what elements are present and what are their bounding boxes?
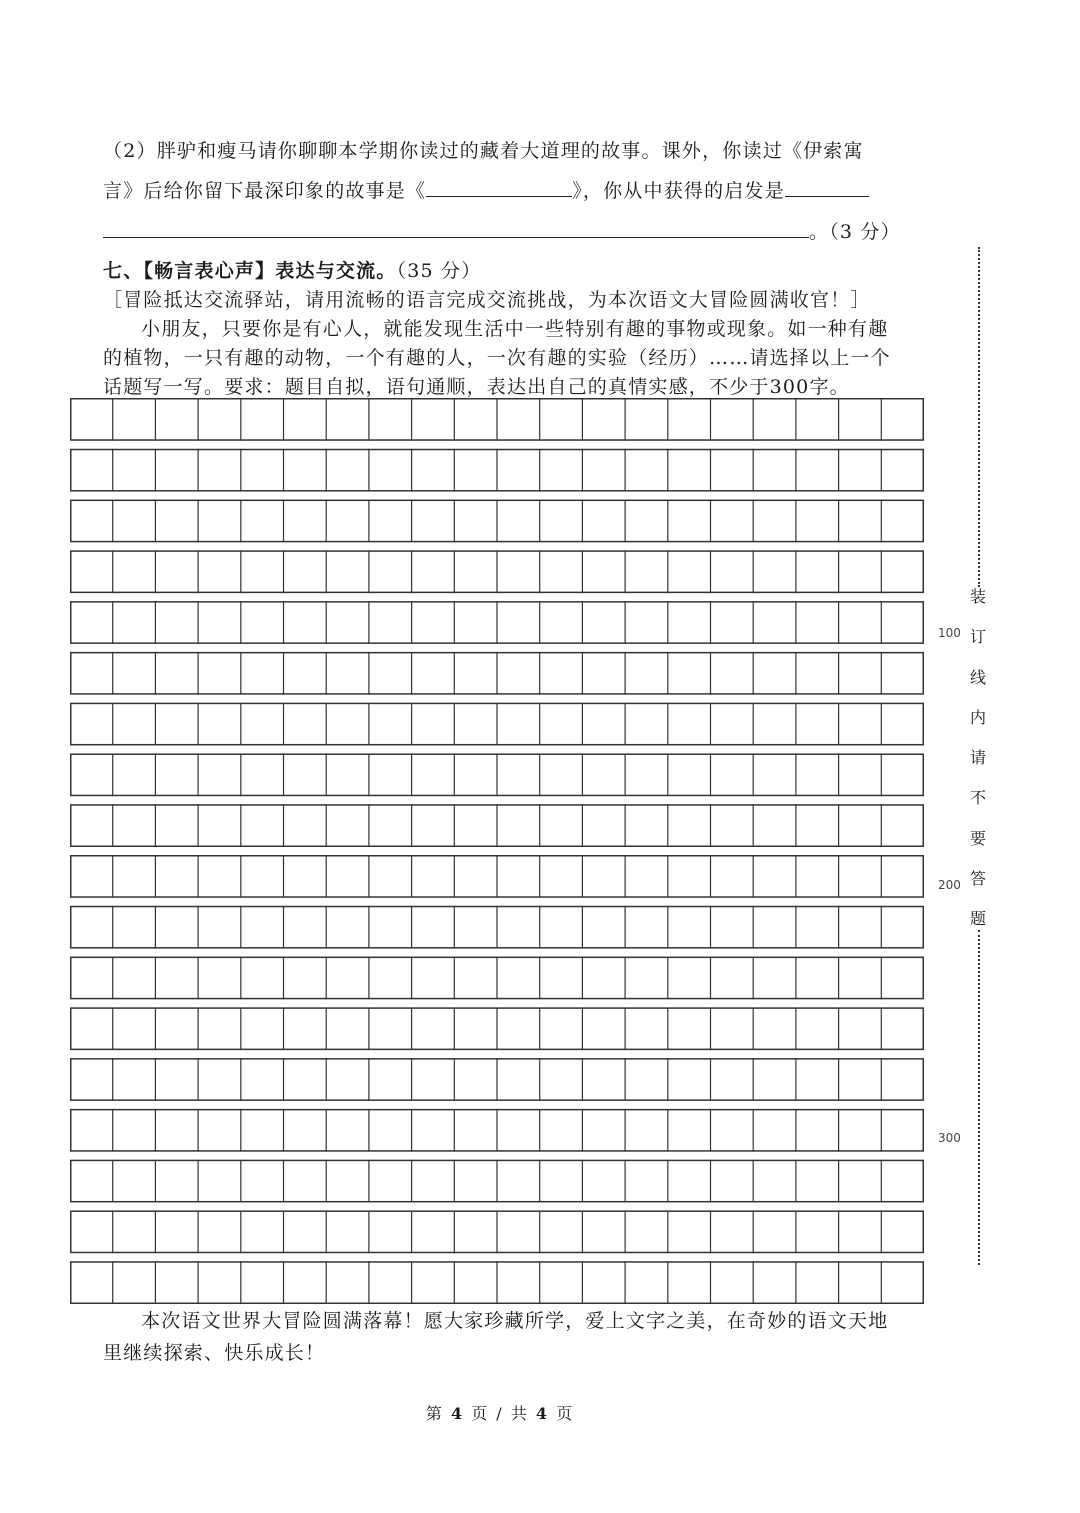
question-part2-line1: （2）胖驴和瘦马请你聊聊本学期你读过的藏着大道理的故事。课外，你读过《伊索寓 — [103, 140, 864, 162]
grid-row[interactable] — [71, 1210, 924, 1253]
grid-row[interactable] — [71, 449, 924, 492]
composition-grid-lines — [70, 398, 924, 1304]
grid-row[interactable] — [71, 855, 924, 898]
section-7-score: （35 分） — [396, 260, 482, 282]
grid-row[interactable] — [71, 398, 924, 441]
grid-row[interactable] — [71, 703, 924, 746]
grid-row[interactable] — [71, 906, 924, 949]
section-7-heading — [103, 256, 481, 283]
question-score: 。（3 分） — [809, 221, 901, 243]
question-text-b: 》，你从中获得的启发是 — [572, 180, 785, 202]
question-text-a: 言》后给你留下最深印象的故事是《 — [103, 180, 427, 202]
footer-mid: 页 / 共 — [471, 1404, 529, 1423]
binding-char: 内 — [969, 707, 986, 727]
page-number: 4 — [450, 1404, 465, 1423]
binding-char: 答 — [969, 868, 986, 888]
binding-char: 订 — [969, 627, 986, 647]
question-part2-line3 — [103, 217, 901, 244]
grid-row[interactable] — [71, 550, 924, 593]
writing-prompt: 小朋友，只要你是有心人，就能发现生活中一些特别有趣的事物或现象。如一种有趣的植物，一只有趣的动物，一个有趣的人，一次有趣的实验（经历）……请选择以上一个话题写一写。要求：题目自拟，语句通顺，表达出自己的真情实感，不少于300字。 — [103, 318, 891, 398]
grid-row[interactable] — [71, 804, 924, 847]
binding-line-bottom — [978, 930, 980, 1265]
page-footer — [0, 1401, 1000, 1424]
grid-row[interactable] — [71, 500, 924, 543]
binding-line-notice — [966, 588, 990, 928]
footer-prefix: 第 — [425, 1404, 444, 1423]
word-count-300: 300 — [938, 1131, 961, 1145]
section-7-title: 七、【畅言表心声】表达与交流。 — [103, 260, 397, 282]
grid-row[interactable] — [71, 753, 924, 796]
inspiration-blank-start[interactable] — [785, 176, 869, 197]
footer-suffix: 页 — [556, 1404, 575, 1423]
binding-char: 装 — [969, 587, 986, 606]
binding-char: 题 — [969, 909, 986, 928]
story-title-blank[interactable] — [426, 176, 572, 197]
closing-message: 本次语文世界大冒险圆满落幕！愿大家珍藏所学，爱上文字之美，在奇妙的语文天地里继续探索、快乐成长！ — [103, 1310, 889, 1364]
question-part2-line2 — [103, 176, 869, 203]
word-count-100: 100 — [938, 626, 961, 640]
composition-grid[interactable] — [70, 398, 924, 1304]
grid-row[interactable] — [71, 1007, 924, 1050]
grid-row[interactable] — [71, 652, 924, 695]
grid-row[interactable] — [71, 601, 924, 644]
inspiration-blank[interactable] — [103, 217, 809, 238]
grid-row[interactable] — [71, 1058, 924, 1101]
grid-row[interactable] — [71, 957, 924, 1000]
binding-char: 请 — [969, 748, 986, 767]
binding-line-top — [978, 247, 980, 587]
binding-char: 线 — [969, 667, 986, 687]
grid-row[interactable] — [71, 1261, 924, 1304]
binding-char: 不 — [969, 788, 986, 808]
grid-row[interactable] — [71, 1160, 924, 1203]
word-count-200: 200 — [938, 878, 961, 892]
binding-char: 要 — [969, 828, 986, 848]
page-total: 4 — [535, 1404, 550, 1423]
section-7-intro: ［冒险抵达交流驿站，请用流畅的语言完成交流挑战，为本次语文大冒险圆满收官！］ — [103, 289, 871, 311]
grid-row[interactable] — [71, 1109, 924, 1152]
